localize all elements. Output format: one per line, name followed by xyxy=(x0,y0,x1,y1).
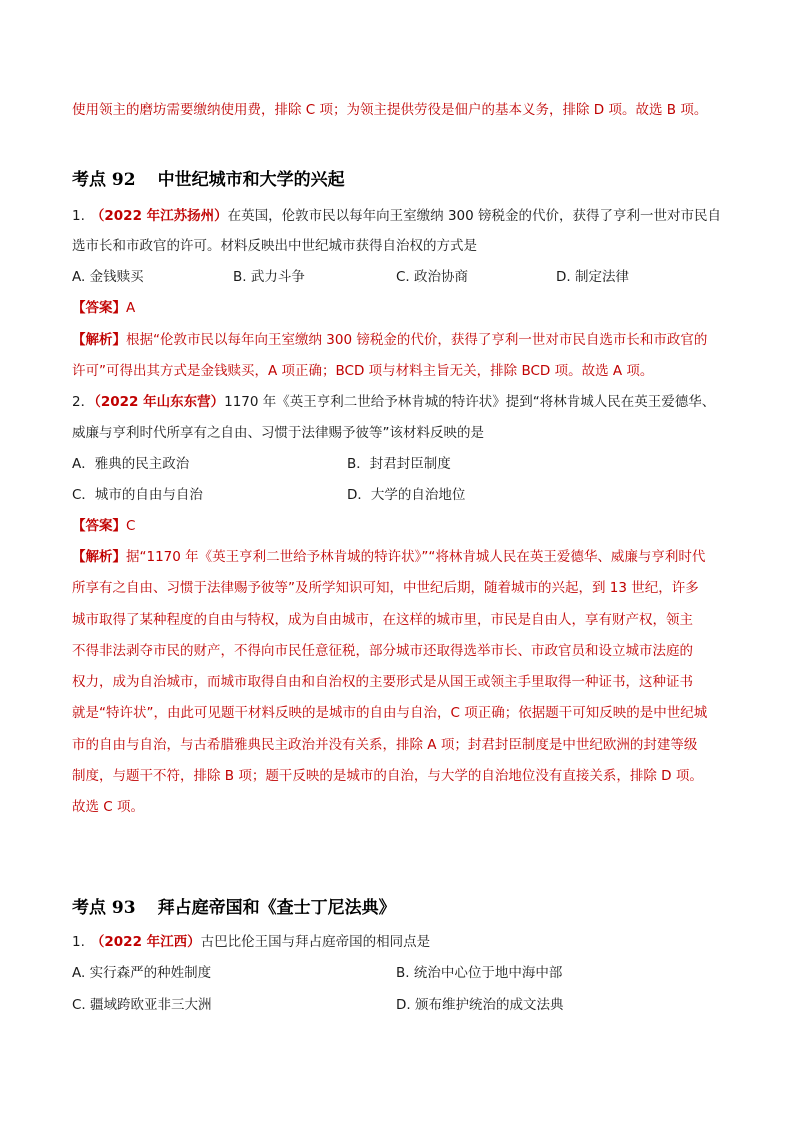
s92-q1-number: 1. xyxy=(72,208,85,224)
section-93-heading xyxy=(72,896,396,920)
s92-q2-analysis-line6: 就是“特许状”，由此可见题干材料反映的是城市的自由与自治，C 项正确；依据题干可知反映的是中世纪城 xyxy=(72,705,708,721)
s92-q1-answer-value: A xyxy=(126,300,136,316)
s93-q1-number: 1. xyxy=(72,934,85,950)
s93-q1-option-d: D. 颁布维护统治的成文法典 xyxy=(396,997,564,1013)
s92-q1-option-c: C. 政治协商 xyxy=(396,269,469,285)
s93-q1-option-c: C. 疆域跨欧亚非三大洲 xyxy=(72,997,212,1013)
s92-q1-answer-tag: 【答案】 xyxy=(72,300,126,316)
s92-q2-analysis-line2: 所享有之自由、习惯于法律赐予彼等”及所学知识可知，中世纪后期，随着城市的兴起，到 13 世纪，许多 xyxy=(72,580,699,596)
s92-q2-analysis-line4: 不得非法剥夺市民的财产，不得向市民任意征税，部分城市还取得选举市长、市政官员和设立城市法庭的 xyxy=(72,643,693,659)
s93-q1-stem xyxy=(72,932,728,952)
s92-q2-analysis-line1 xyxy=(72,547,728,567)
s93-q1-source: （2022 年江西） xyxy=(90,934,201,950)
s92-q1-analysis-tag: 【解析】 xyxy=(72,332,126,348)
s92-q2-answer-value: C xyxy=(126,518,136,534)
s92-q2-analysis-line5: 权力，成为自治城市，而城市取得自由和自治权的主要形式是从国王或领主手里取得一种证书，这种证书 xyxy=(72,674,693,690)
s92-q2-stem-line1 xyxy=(72,392,728,412)
s92-q1-analysis-line2: 许可”可得出其方式是金钱赎买，A 项正确；BCD 项与材料主旨无关，排除 BCD 项。故选 A 项。 xyxy=(72,363,654,379)
s92-q1-answer xyxy=(72,298,728,318)
s92-q2-stem-text1: 1170 年《英王亨利二世给予林肯城的特许状》提到“将林肯城人民在英王爱德华、 xyxy=(224,394,716,410)
section-93-number: 考点 93 xyxy=(72,898,136,918)
s92-q1-analysis-line1 xyxy=(72,330,728,350)
prev-explanation-tail: 使用领主的磨坊需要缴纳使用费，排除 C 项；为领主提供劳役是佃户的基本义务，排除 D 项。故选 B 项。 xyxy=(72,102,708,118)
s92-q2-analysis-text1: 据“1170 年《英王亨利二世给予林肯城的特许状》”“将林肯城人民在英王爱德华、威廉与亨利时代 xyxy=(126,549,706,565)
s92-q2-analysis-tag: 【解析】 xyxy=(72,549,126,565)
s93-q1-option-b: B. 统治中心位于地中海中部 xyxy=(396,965,563,981)
s92-q1-option-d: D. 制定法律 xyxy=(556,269,629,285)
section-92-title: 中世纪城市和大学的兴起 xyxy=(157,170,345,190)
section-93-title: 拜占庭帝国和《查士丁尼法典》 xyxy=(157,898,396,918)
s92-q2-option-d: D．大学的自治地位 xyxy=(347,487,466,503)
s92-q2-source: （2022 年山东东营） xyxy=(94,394,225,410)
s92-q2-answer-tag: 【答案】 xyxy=(72,518,126,534)
s92-q1-source: （2022 年江苏扬州） xyxy=(90,208,228,224)
s92-q2-stem-line2: 威廉与亨利时代所享有之自由、习惯于法律赐予彼等”该材料反映的是 xyxy=(72,425,484,441)
s92-q2-analysis-line9: 故选 C 项。 xyxy=(72,799,145,815)
s92-q2-option-c: C．城市的自由与自治 xyxy=(72,487,203,503)
s92-q1-option-a: A. 金钱赎买 xyxy=(72,269,144,285)
s92-q2-number: 2． xyxy=(72,394,95,410)
s92-q2-analysis-line3: 城市取得了某种程度的自由与特权，成为自由城市，在这样的城市里，市民是自由人，享有财产权，领主 xyxy=(72,612,693,628)
s92-q2-analysis-line7: 市的自由与自治，与古希腊雅典民主政治并没有关系，排除 A 项；封君封臣制度是中世纪欧洲的封建等级 xyxy=(72,737,698,753)
s92-q2-option-a: A．雅典的民主政治 xyxy=(72,456,190,472)
s92-q1-stem-line2: 选市长和市政官的许可。材料反映出中世纪城市获得自治权的方式是 xyxy=(72,238,477,254)
section-92-heading xyxy=(72,168,345,192)
s92-q1-option-b: B. 武力斗争 xyxy=(233,269,305,285)
s92-q1-analysis-text1: 根据“伦敦市民以每年向王室缴纳 300 镑税金的代价，获得了亨利一世对市民自选市长和市政官的 xyxy=(126,332,708,348)
s92-q1-stem-text1: 在英国，伦敦市民以每年向王室缴纳 300 镑税金的代价，获得了亨利一世对市民自 xyxy=(227,208,722,224)
s92-q2-analysis-line8: 制度，与题干不符，排除 B 项；题干反映的是城市的自治，与大学的自治地位没有直接关系，排除 D 项。 xyxy=(72,768,703,784)
s93-q1-stem-text: 古巴比伦王国与拜占庭帝国的相同点是 xyxy=(200,934,431,950)
s93-q1-option-a: A. 实行森严的种姓制度 xyxy=(72,965,212,981)
s92-q2-answer xyxy=(72,516,728,536)
section-92-number: 考点 92 xyxy=(72,170,136,190)
s92-q2-option-b: B．封君封臣制度 xyxy=(347,456,451,472)
s92-q1-stem-line1 xyxy=(72,206,728,226)
